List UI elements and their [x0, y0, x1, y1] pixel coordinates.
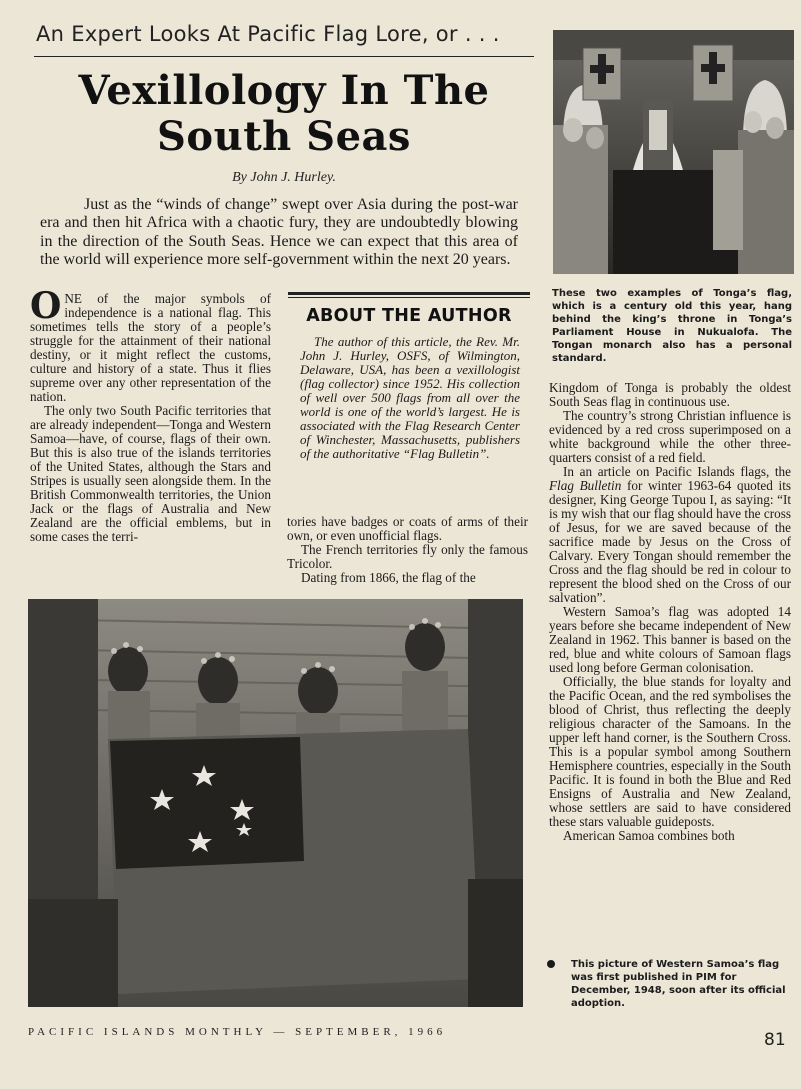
tonga-parliament-photo	[553, 30, 794, 274]
right-para-3-start: In an article on Pacific Islands flags, the	[563, 464, 791, 479]
right-column	[549, 381, 791, 843]
mid-para-2: The French territories fly only the famous Tricolor.	[287, 542, 528, 571]
article-title: Vexillology In The South Seas	[78, 67, 490, 160]
mid-para-3: Dating from 1866, the flag of the	[301, 570, 476, 585]
right-para-4: Western Samoa’s flag was adopted 14 years before she became independent of New Zealand in 1962. This banner is based on the red, blue and white colours of Samoan flags used long before German colonisation.	[549, 604, 791, 675]
middle-column	[287, 515, 528, 585]
about-author-heading: ABOUT THE AUTHOR	[306, 306, 512, 326]
publication-footer: PACIFIC ISLANDS MONTHLY — SEPTEMBER, 1966	[28, 1026, 447, 1038]
about-author-box	[288, 292, 530, 502]
flag-bulletin-title: Flag Bulletin	[549, 478, 622, 493]
mid-para-1: tories have badges or coats of arms of their own, or even unofficial flags.	[287, 514, 528, 543]
right-para-3-end: for winter 1963-64 quoted its designer, King George Tupou I, as saying: “It is my wish that our flag should have the cross of Jesus, for we are saved because of the sacrifice made by Jesus on the Cross of Calvary. Every Tongan should remember the Cross and the flag should be red in colour to represent the blood shed on the Cross of our salvation”.	[549, 478, 791, 605]
byline: By John J. Hurley.	[232, 170, 336, 185]
right-para-5: Officially, the blue stands for loyalty and the Pacific Ocean, and the red symbolises the blood of Christ, thus reflecting the deeply religious character of the Samoans. In the upper left hand corner, is the Southern Cross. This is a popular symbol among Southern Hemisphere countries, especially in the South Pacific. It is found in both the Blue and Red Ensigns of Australia and New Zealand, whose settlers are said to have considered these stars valuable guideposts.	[549, 674, 791, 829]
dropcap: O	[30, 285, 62, 327]
left-para-2: The only two South Pacific territories that are already independent—Tonga and Western Samoa—have, of course, flags of their own. But this is also true of the islands territories of the United States, although the Stars and Stripes is usually seen alongside them. In the British Commonwealth territories, the Union Jack or the flags of Australia and New Zealand are the official emblems, but in some cases the terri-	[30, 403, 271, 544]
tonga-photo-illustration	[553, 30, 794, 274]
samoa-flag-photo	[28, 599, 523, 1007]
samoa-photo-caption: This picture of Western Samoa’s flag was first published in PIM for December, 1948, soon after its official adoption.	[571, 959, 786, 1009]
kicker: An Expert Looks At Pacific Flag Lore, or . . .	[36, 22, 500, 46]
intro-paragraph: Just as the “winds of change” swept over Asia during the post-war era and then hit Africa with a chaotic fury, they are undoubtedly blowing in the direction of the South Seas. Hence we can expect that this area of the world will experience more self-government within the next 20 years.	[40, 196, 518, 269]
about-author-body: The author of this article, the Rev. Mr. John J. Hurley, OSFS, of Wilmington, Delaware, USA, has been a vexillologist (flag collector) since 1952. His collection of well over 500 flags from all over the world is one of the world’s largest. He is associated with the Flag Research Center of Winchester, Massachusetts, publishers of the authoritative “Flag Bulletin”.	[300, 334, 520, 461]
right-para-1: Kingdom of Tonga is probably the oldest South Seas flag in continuous use.	[549, 380, 791, 409]
right-para-2: The country’s strong Christian influence is evidenced by a red cross superimposed on a white background while the other three-quarters consist of a red field.	[549, 408, 791, 465]
right-para-3	[549, 465, 791, 605]
kicker-rule	[34, 56, 534, 57]
samoa-photo-illustration	[28, 599, 523, 1007]
left-column	[30, 285, 271, 544]
tonga-photo-caption: These two examples of Tonga’s flag, which is a century old this year, hang behind the king’s throne in Tonga’s Parliament House in Nukualofa. The Tongan monarch also has a personal standard.	[552, 288, 792, 364]
author-box-rule-thin	[288, 297, 530, 298]
right-para-6: American Samoa combines both	[563, 828, 735, 843]
caption-bullet	[547, 960, 555, 968]
page-number: 81	[764, 1030, 786, 1050]
author-box-rule-top	[288, 292, 530, 295]
left-para-1: NE of the major symbols of independence is a national flag. This sometimes tells the story of a people’s struggle for the attainment of their national destiny, or it might reflect the customs, culture and history of a state. Thus it flies supreme over any other representation of the nation.	[30, 291, 271, 404]
